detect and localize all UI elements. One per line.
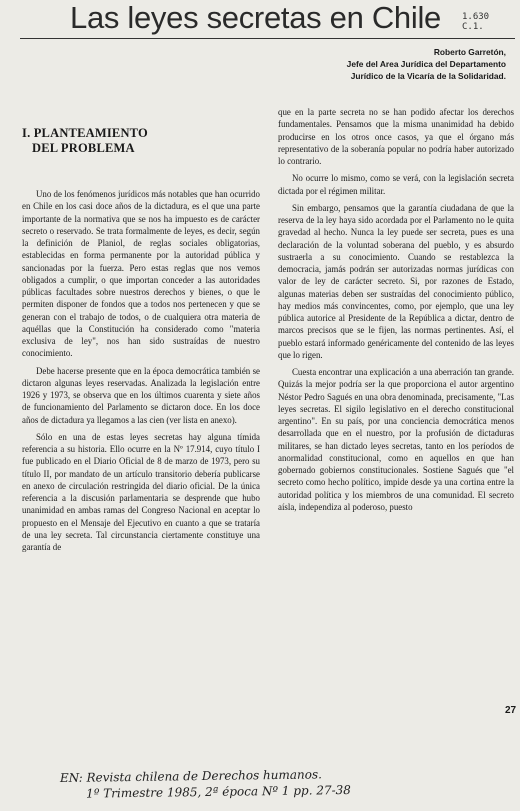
section-heading-line1: I. PLANTEAMIENTO [22, 126, 148, 140]
header-rule [20, 38, 515, 39]
page-title: Las leyes secretas en Chile [70, 0, 441, 35]
section-heading-line2: DEL PROBLEMA [32, 141, 135, 155]
author-position-line1: Jefe del Area Jurídica del Departamento [346, 59, 506, 69]
author-position-line2: Jurídico de la Vicaría de la Solidaridad. [350, 71, 506, 81]
call-number [462, 12, 489, 32]
handwritten-line1: EN: Revista chilena de Derechos humanos. [59, 767, 323, 786]
left-column [22, 126, 260, 558]
call-number-line2: C.1. [462, 22, 484, 32]
paragraph: Cuesta encontrar una explicación a una aberración tan grande. Quizás la mejor podría ser la que proporciona el autor argentino Néstor Pedro Sagués en una obra denominada, precisamente, "Las leyes secretas. El sigilo legislativo en el derecho constitucional argentino". En su país, por una conciencia democrática menos desarrollada que en el nuestro, por la profusión de dictaduras militares, se han dictado leyes secretas, tanto en los períodos de anormalidad constitucional, como en aquellos en que han gobernado gobiernos constitucionales. Sostiene Sagués que "el secreto como hecho político, impide desde ya una cortina entre la autoridad política y los miembros de una comunidad. El secreto aísla, independiza al poderoso, puesto [278, 367, 514, 512]
paragraph: que en la parte secreta no se han podido afectar los derechos fundamentales. Pensamos que la misma unanimidad ha debido producirse en los otros once casos, ya que el órgano más representativo de la soberanía popular no podría haber autorizado lo contrario. [278, 107, 514, 166]
handwritten-citation [60, 766, 351, 802]
right-column [278, 106, 514, 518]
call-number-line1: 1.630 [462, 12, 490, 22]
paragraph: Uno de los fenómenos jurídicos más notables que han ocurrido en Chile en los casi doce años de la dictadura, es el que una parte importante de la normativa que se nos ha impuesto es de carácter secreto o reservado. Se trata formalmente de leyes, es decir, según la definición de Planiol, de reglas sociales obligatorias, establecidas en forma permanente por la autoridad pública y sancionadas por la fuerza. Pero estas reglas que nos vemos obligados a cumplir, o que importan conceder a las autoridades públicas facultades sobre nuestros derechos y bienes, o que le permiten disponer de fondos que a todos nos pertenecen y que se generan con el trabajo de todos, o de cualquiera otra materia de aquéllas que la Constitución ha considerado como "materia exclusiva de ley", nos han sido sustraídas de nuestro conocimiento. [22, 189, 260, 359]
paragraph: No ocurre lo mismo, como se verá, con la legislación secreta dictada por el régimen militar. [278, 173, 514, 196]
paragraph: Sólo en una de estas leyes secretas hay alguna tímida referencia a su historia. Ello ocurre en la Nº 17.914, cuyo título I fue publicado en el Diario Oficial de 8 de marzo de 1973, pero su título II, por mandato de un artículo transitorio debería publicarse en anexo de circulación restringida del diario oficial. De la única referencia a la discusión parlamentaria se desprende que hubo unanimidad en ambas ramas del Congreso Nacional en aceptar lo propuesto en el Mensaje del Ejecutivo en cuanto a que se trataría de una ley secreta. Tal circunstancia ciertamente constituye una garantía de [22, 431, 260, 552]
page-number: 27 [505, 705, 517, 716]
author-block [347, 46, 506, 82]
section-heading [22, 126, 260, 156]
author-name: Roberto Garretón, [433, 47, 506, 57]
paragraph: Debe hacerse presente que en la época democrática también se dictaron algunas leyes reservadas. Analizada la legislación entre 1926 y 1973, se observa que en los últimos cuarenta y siete años de funcionamiento del Parlamento se dictaron doce. En los doce años de dictadura ya llegamos a las cien (ver lista en anexo). [22, 365, 260, 425]
handwritten-line2: 1º Trimestre 1985, 2ª época Nº 1 pp. 27-38 [86, 782, 351, 801]
paragraph: Sin embargo, pensamos que la garantía ciudadana de que la reserva de la ley haya sido acordada por el Parlamento no le quita gravedad al hecho. Nunca la ley puede ser secreta, pues es una declaración de la voluntad soberana del pueblo, y es absurdo sustraerla a su conocimiento. Cuando se restablezca la democracia, jamás podrán ser autorizadas normas jurídicas con valor de ley de carácter secreto. Si, por razones de Estado, algunas materias deben ser sustraídas del conocimiento público, hay medios más convincentes, como, por ejemplo, que una ley pública autorice al Presidente de la República a dictar, dentro de marcos precisos que se le fijen, las normas pertinentes. Así, el pueblo estará informado genéricamente del contenido de las leyes que lo rigen. [278, 202, 514, 360]
